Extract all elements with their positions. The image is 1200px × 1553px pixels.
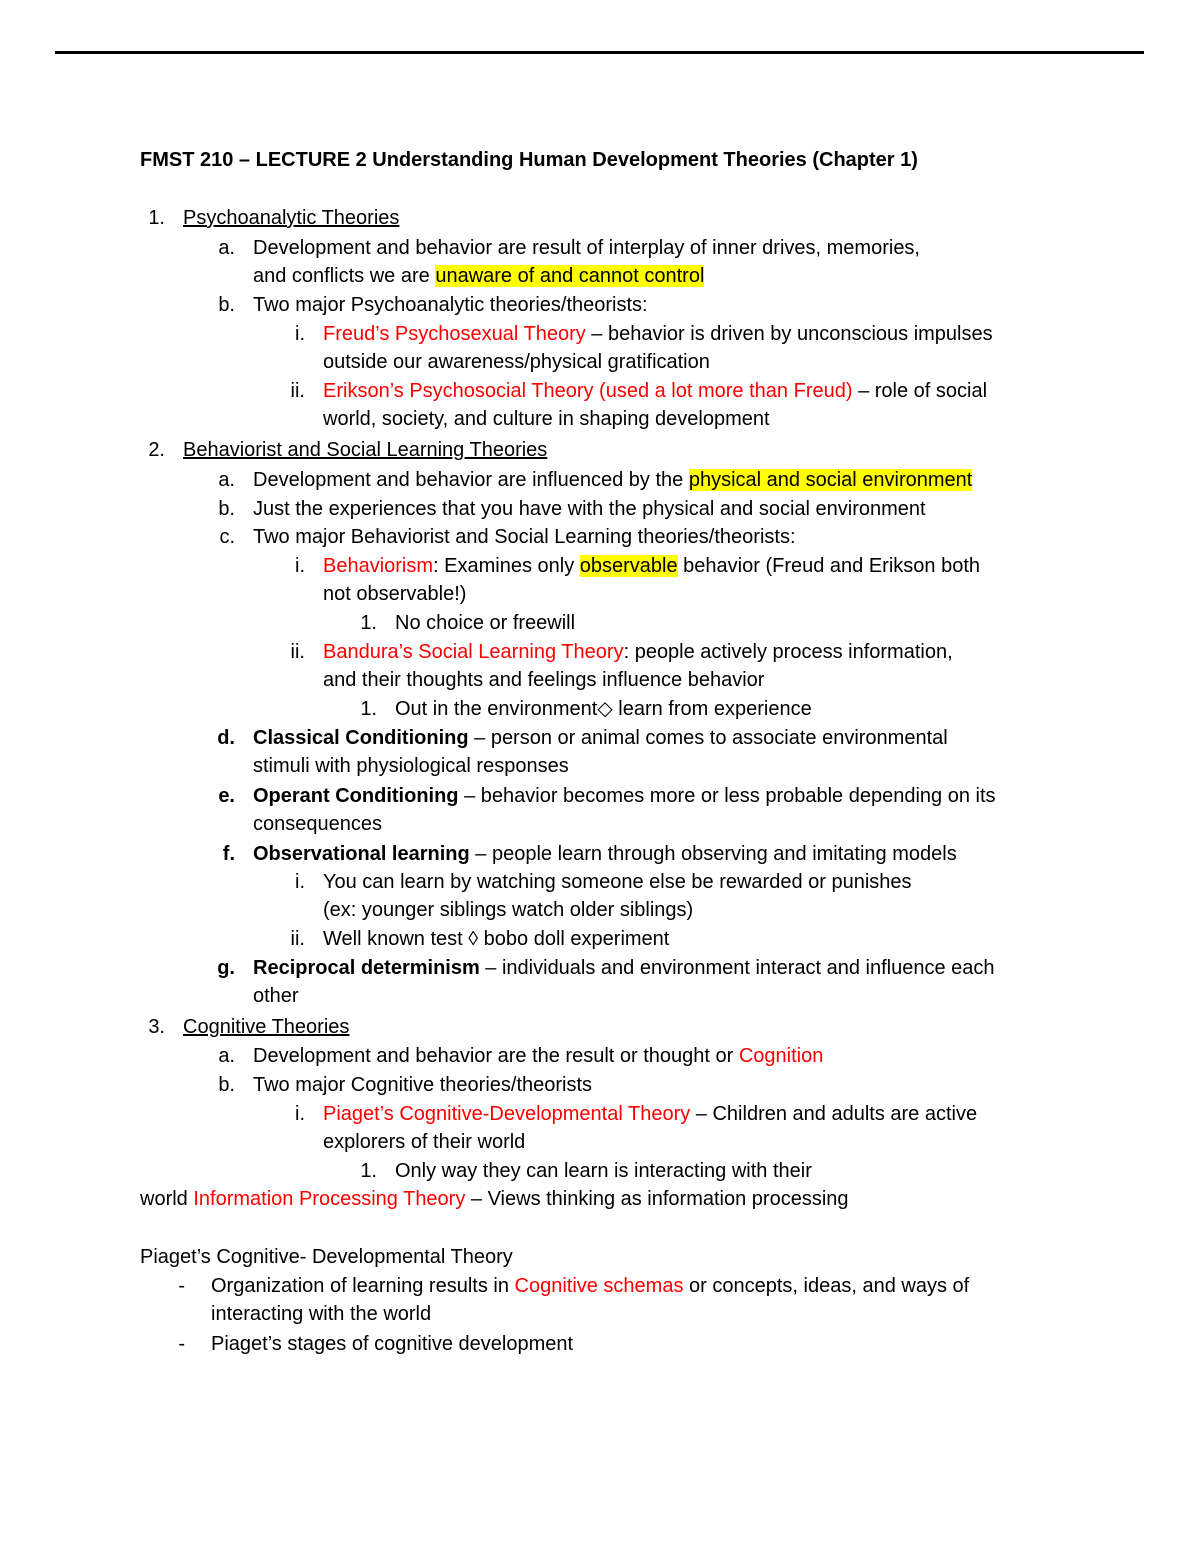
s2-g-label: g. [217,957,235,979]
s2-fi-text-cont: (ex: younger siblings watch older siblings) [323,899,694,921]
highlight: physical and social environment [688,469,973,491]
s3-i-1-label: 1. [360,1160,377,1182]
piaget-bullet-1-cont: interacting with the world [211,1303,432,1325]
s2-e-text-cont: consequences [253,813,382,835]
s2-ci-1-label: 1. [360,612,377,634]
theory-name: Cognition [738,1045,824,1067]
s1-i-text: Freud’s Psychosexual Theory – behavior is driven by unconscious impulses [323,323,993,345]
theory-name: Information Processing Theory [193,1188,466,1210]
s1-i-text-cont: outside our awareness/physical gratification [323,351,710,373]
s2-b-text: Just the experiences that you have with the physical and social environment [253,498,926,520]
term: Observational learning [253,843,470,865]
term: Reciprocal determinism [253,957,480,979]
s2-f-label: f. [222,843,235,865]
s1-ii-label: ii. [290,380,305,402]
highlight: unaware of and cannot control [435,265,705,287]
s2-a-text: Development and behavior are influenced by the physical and social environment [253,469,973,491]
s2-d-label: d. [217,727,235,749]
s2-ci-label: i. [295,555,305,577]
piaget-bullet-1-dash: - [178,1275,185,1297]
s3-i-text-cont: explorers of their world [323,1131,526,1153]
s2-a-label: a. [218,469,235,491]
s1-ii-text: Erikson’s Psychosocial Theory (used a lot more than Freud) – role of social [323,380,988,402]
s2-g-text-cont: other [253,985,299,1007]
s2-f-text: Observational learning – people learn through observing and imitating models [253,843,957,865]
s2-c-label: c. [219,526,235,548]
theory-name: Piaget’s Cognitive-Developmental Theory [323,1103,691,1125]
s2-cii-1-label: 1. [360,698,377,720]
s2-cii-text-cont: and their thoughts and feelings influence behavior [323,669,765,691]
section-3-heading: Cognitive Theories [183,1016,350,1038]
s2-b-label: b. [218,498,235,520]
theory-name: Erikson’s Psychosocial Theory (used a lot more than Freud) [323,380,853,402]
section-1-heading: Psychoanalytic Theories [183,207,400,229]
term: Operant Conditioning [253,785,459,807]
s3-i-label: i. [295,1103,305,1125]
theory-name: Freud’s Psychosexual Theory [323,323,586,345]
piaget-bullet-2: Piaget’s stages of cognitive development [211,1333,574,1355]
s1-b-text: Two major Psychoanalytic theories/theorists: [253,294,648,316]
s2-cii-text: Bandura’s Social Learning Theory: people actively process information, [323,641,953,663]
s1-a-label: a. [218,237,235,259]
section-2-number: 2. [148,439,165,461]
s2-cii-label: ii. [290,641,305,663]
s2-ci-1-text: No choice or freewill [395,612,576,634]
s3-a-label: a. [218,1045,235,1067]
s2-g-text: Reciprocal determinism – individuals and environment interact and influence each [253,957,995,979]
s3-b-text: Two major Cognitive theories/theorists [253,1074,593,1096]
section-2-heading: Behaviorist and Social Learning Theories [183,439,548,461]
piaget-heading: Piaget’s Cognitive- Developmental Theory [140,1246,513,1268]
s1-a-text: Development and behavior are result of interplay of inner drives, memories, [253,237,920,259]
section-1-number: 1. [148,207,165,229]
s2-ci-text: Behaviorism: Examines only observable behavior (Freud and Erikson both [323,555,981,577]
s3-a-text: Development and behavior are the result or thought or Cognition [253,1045,824,1067]
s2-fii-label: ii. [290,928,305,950]
term: Classical Conditioning [253,727,469,749]
s2-e-text: Operant Conditioning – behavior becomes more or less probable depending on its [253,785,996,807]
s3-world-line: world Information Processing Theory – Views thinking as information processing [140,1188,849,1210]
theory-name: Behaviorism [323,555,434,577]
s2-ci-text-cont: not observable!) [323,583,467,605]
theory-name: Cognitive schemas [514,1275,684,1297]
piaget-bullet-1: Organization of learning results in Cognitive schemas or concepts, ideas, and ways of [211,1275,970,1297]
s2-d-text: Classical Conditioning – person or animal comes to associate environmental [253,727,948,749]
section-3-number: 3. [148,1016,165,1038]
s3-b-label: b. [218,1074,235,1096]
s2-fii-text: Well known test ◊ bobo doll experiment [323,928,670,950]
theory-name: Bandura’s Social Learning Theory [323,641,624,663]
s2-fi-text: You can learn by watching someone else be rewarded or punishes [323,871,912,893]
s1-ii-text-cont: world, society, and culture in shaping development [323,408,770,430]
s1-b-label: b. [218,294,235,316]
s2-c-text: Two major Behaviorist and Social Learning theories/theorists: [253,526,796,548]
s3-i-text: Piaget’s Cognitive-Developmental Theory – Children and adults are active [323,1103,978,1125]
s2-fi-label: i. [295,871,305,893]
highlight: observable [579,555,678,577]
s2-cii-1-text: Out in the environment◇ learn from experience [395,698,812,720]
s1-i-label: i. [295,323,305,345]
s2-d-text-cont: stimuli with physiological responses [253,755,569,777]
top-rule [55,51,1144,54]
page-title: FMST 210 – LECTURE 2 Understanding Human Development Theories (Chapter 1) [140,149,918,171]
piaget-bullet-2-dash: - [178,1333,185,1355]
s1-a-text-cont: and conflicts we are unaware of and cannot control [253,265,705,287]
s3-i-1-text: Only way they can learn is interacting with their [395,1160,812,1182]
s2-e-label: e. [218,785,235,807]
